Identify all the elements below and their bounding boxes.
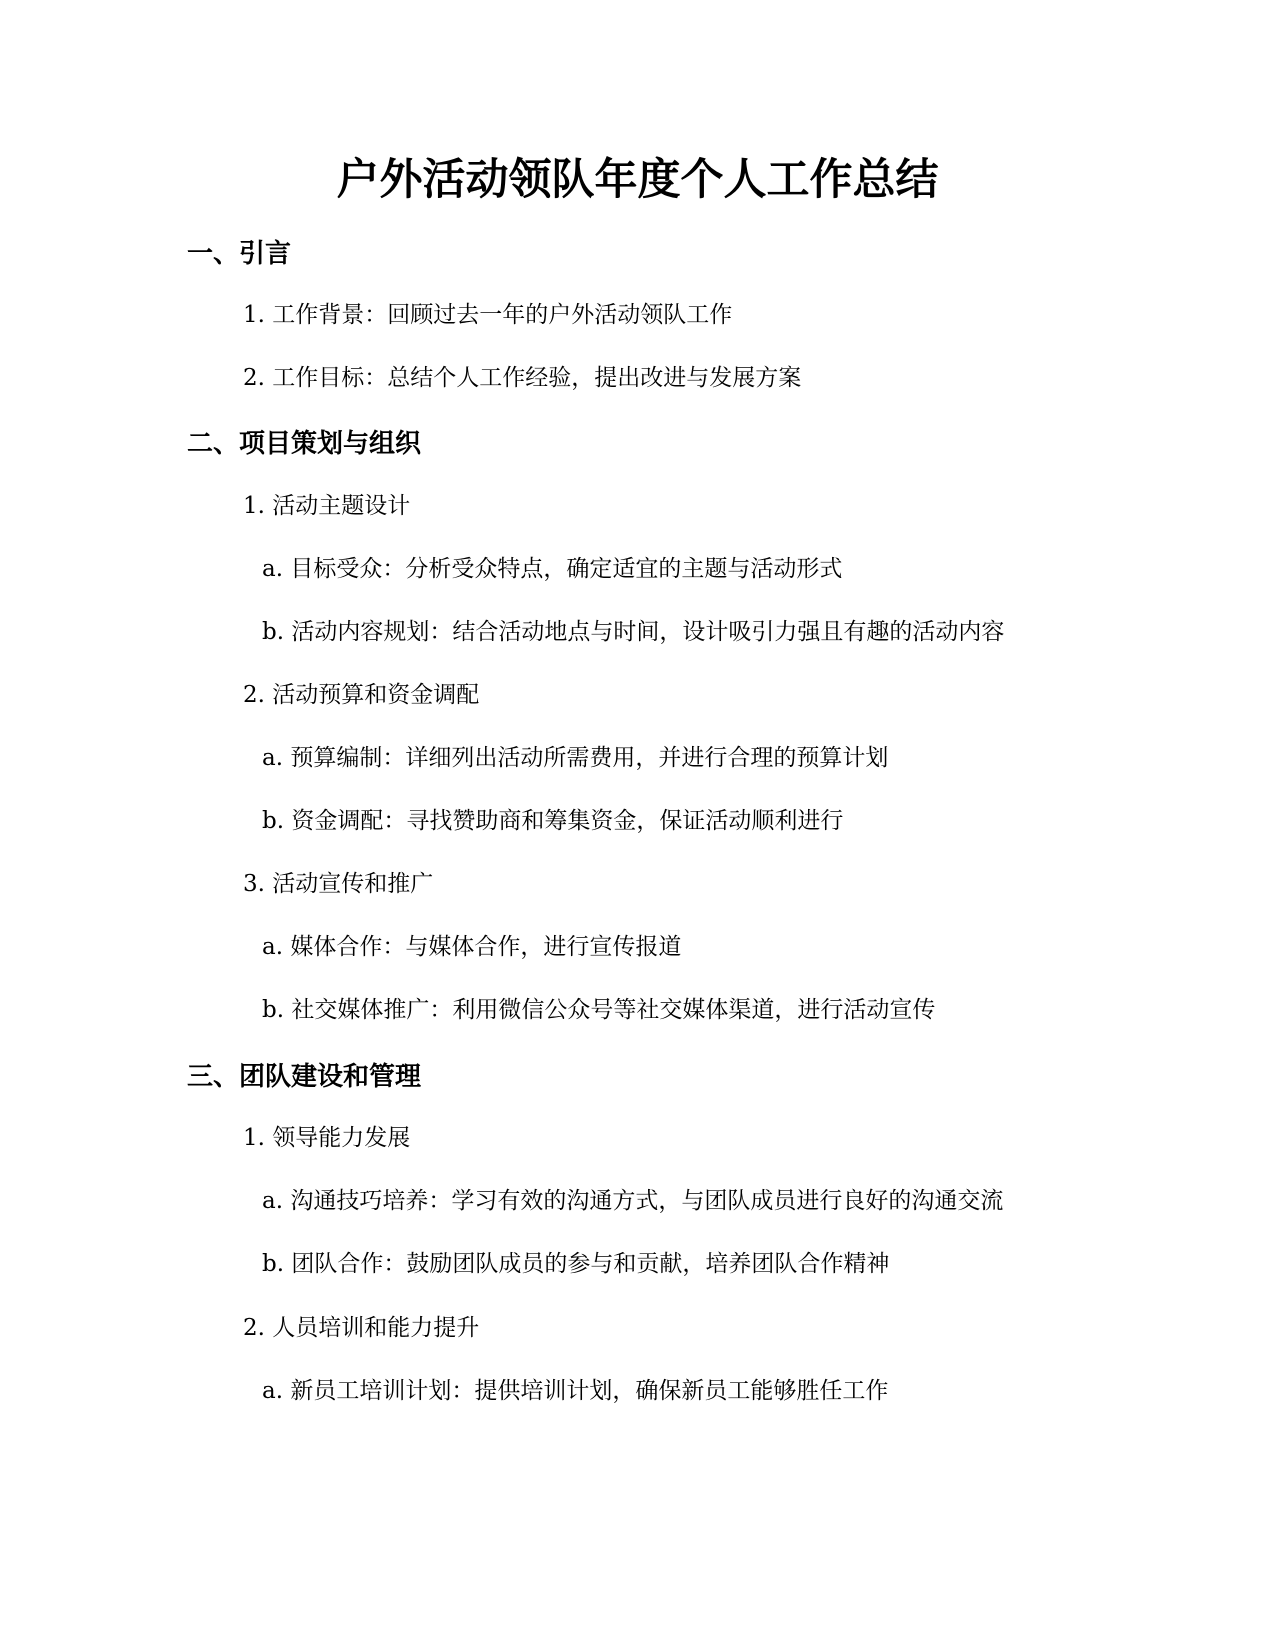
list-subitem: a. 沟通技巧培养：学习有效的沟通方式，与团队成员进行良好的沟通交流	[262, 1188, 1004, 1214]
list-subitem: b. 活动内容规划：结合活动地点与时间，设计吸引力强且有趣的活动内容	[262, 619, 1005, 645]
section-heading-intro: 一、引言	[187, 239, 292, 269]
list-subitem: b. 社交媒体推广：利用微信公众号等社交媒体渠道，进行活动宣传	[262, 997, 936, 1023]
section-heading-planning: 二、项目策划与组织	[187, 429, 422, 459]
list-item: 2. 人员培训和能力提升	[243, 1315, 480, 1341]
section-heading-team: 三、团队建设和管理	[187, 1062, 422, 1092]
list-item: 3. 活动宣传和推广	[243, 871, 434, 897]
list-subitem: a. 预算编制：详细列出活动所需费用，并进行合理的预算计划	[262, 745, 889, 771]
list-subitem: a. 目标受众：分析受众特点，确定适宜的主题与活动形式	[262, 556, 843, 582]
list-item: 2. 工作目标：总结个人工作经验，提出改进与发展方案	[243, 365, 802, 391]
list-subitem: a. 新员工培训计划：提供培训计划，确保新员工能够胜任工作	[262, 1378, 889, 1404]
list-item: 1. 活动主题设计	[243, 493, 411, 519]
list-item: 2. 活动预算和资金调配	[243, 682, 480, 708]
list-subitem: a. 媒体合作：与媒体合作，进行宣传报道	[262, 934, 682, 960]
list-subitem: b. 团队合作：鼓励团队成员的参与和贡献，培养团队合作精神	[262, 1251, 890, 1277]
document-title: 户外活动领队年度个人工作总结	[336, 155, 939, 205]
list-item: 1. 工作背景：回顾过去一年的户外活动领队工作	[243, 302, 733, 328]
list-item: 1. 领导能力发展	[243, 1125, 411, 1151]
list-subitem: b. 资金调配：寻找赞助商和筹集资金，保证活动顺利进行	[262, 808, 844, 834]
